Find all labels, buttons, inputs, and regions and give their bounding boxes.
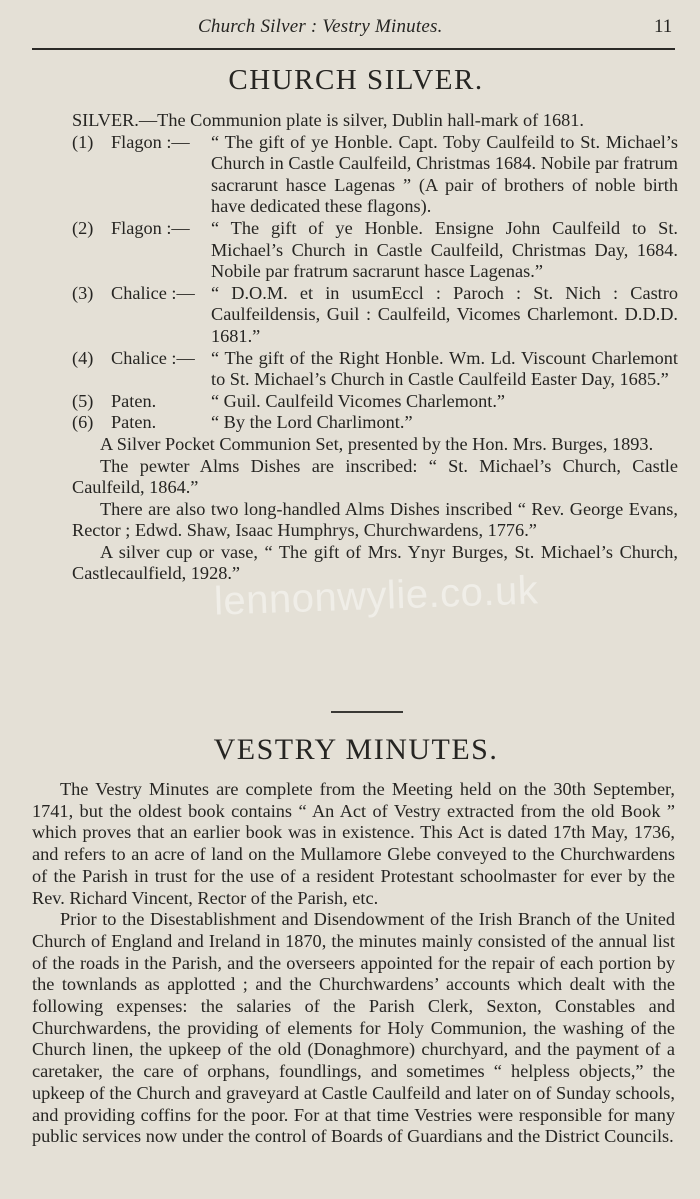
item-text: “ The gift of the Right Honble. Wm. Ld. Viscount Charlemont to St. Michael’s Church in Castle Caulfeild Easter Day, 1685.” (211, 347, 678, 390)
item-number: (3) (72, 282, 94, 303)
item-number: (5) (72, 390, 94, 411)
item-text: “ The gift of ye Honble. Capt. Toby Caulfeild to St. Michael’s Church in Castle Caulfeild, Christmas 1684. Nobile par fratrum sacrarunt hasce Lagenas ” (A pair of brothers of noble birth have dedicated these flagons). (211, 131, 678, 217)
silver-item-3 (72, 283, 678, 348)
long-handled-alms-paragraph: There are also two long-handled Alms Dishes inscribed “ Rev. George Evans, Rector ; Edwd. Shaw, Isaac Humphrys, Churchwardens, 1776.” (72, 498, 678, 541)
item-label: Chalice :— (111, 347, 195, 368)
item-number: (1) (72, 131, 94, 152)
vestry-minutes-section (32, 779, 675, 1148)
item-label: Chalice :— (111, 282, 195, 303)
item-text: “ By the Lord Charlimont.” (211, 412, 413, 433)
running-title: Church Silver : Vestry Minutes. (198, 16, 443, 37)
silver-item-2 (72, 218, 678, 283)
silver-cup-paragraph: A silver cup or vase, “ The gift of Mrs. Ynyr Burges, St. Michael’s Church, Castlecaulfield, 1928.” (72, 541, 678, 584)
church-silver-heading: CHURCH SILVER. (228, 64, 484, 96)
item-text: “ Guil. Caulfeild Vicomes Charlemont.” (211, 390, 506, 411)
item-number: (2) (72, 217, 94, 238)
vestry-minutes-heading: VESTRY MINUTES. (213, 733, 499, 766)
header-rule (32, 48, 675, 50)
vestry-paragraph-1: The Vestry Minutes are complete from the Meeting held on the 30th September, 1741, but the oldest book contains “ An Act of Vestry extracted from the old Book ” which proves that an earlier book was in existence. This Act is dated 17th May, 1736, and refers to an acre of land on the Mullamore Glebe conveyed to the Churchwardens of the Parish in trust for the use of a resident Protestant schoolmaster for ever by the Rev. Richard Vincent, Rector of the Parish, etc. (32, 779, 675, 908)
item-label: Flagon :— (111, 217, 190, 238)
item-number: (6) (72, 412, 94, 433)
item-text: “ D.O.M. et in usumEccl : Paroch : St. Nich : Castro Caulfeildensis, Guil : Caulfeild, Vicomes Charlemont. D.D.D. 1681.” (211, 282, 678, 346)
section-divider (331, 711, 403, 713)
vestry-paragraph-2: Prior to the Disestablishment and Disendowment of the Irish Branch of the United Church of England and Ireland in 1870, the minutes mainly consisted of the annual list of the roads in the Parish, and the overseers appointed for the repair of each portion by the townlands as applotted ; and the Churchwardens’ accounts which dealt with the following expenses: the salaries of the Parish Clerk, Sexton, Constables and Churchwardens, the providing of elements for Holy Communion, the washing of the Church linen, the upkeep of the old (Donaghmore) churchyard, and the payment of a caretaker, the care of orphans, foundlings, and sometimes “ helpless objects,” the upkeep of the Church and graveyard at Castle Caulfeild and later on of Sunday schools, and providing coffins for the poor. For at that time Vestries were responsible for many public services now under the control of Boards of Guardians and the District Councils. (32, 909, 675, 1147)
watermark-text: lennonwylie.co.uk (213, 568, 539, 624)
running-header (0, 16, 700, 46)
item-label: Flagon :— (111, 131, 190, 152)
item-number: (4) (72, 347, 94, 368)
pewter-alms-paragraph: The pewter Alms Dishes are inscribed: “ St. Michael’s Church, Castle Caulfeild, 1864.” (72, 455, 678, 498)
church-silver-section (72, 110, 678, 585)
item-label: Paten. (111, 412, 157, 433)
item-label: Paten. (111, 390, 157, 411)
silver-intro: SILVER.—The Communion plate is silver, Dublin hall-mark of 1681. (72, 110, 584, 130)
silver-item-5 (72, 391, 678, 413)
silver-item-6 (72, 412, 678, 434)
pocket-communion-paragraph: A Silver Pocket Communion Set, presented by the Hon. Mrs. Burges, 1893. (100, 433, 654, 454)
silver-item-1 (72, 132, 678, 218)
page-number: 11 (654, 16, 673, 37)
silver-item-4 (72, 348, 678, 391)
item-text: “ The gift of ye Honble. Ensigne John Caulfeild to St. Michael’s Church in Castle Caulfeild, Christmas Day, 1684. Nobile par fratrum sacrarunt hasce Lagenas.” (211, 217, 678, 282)
